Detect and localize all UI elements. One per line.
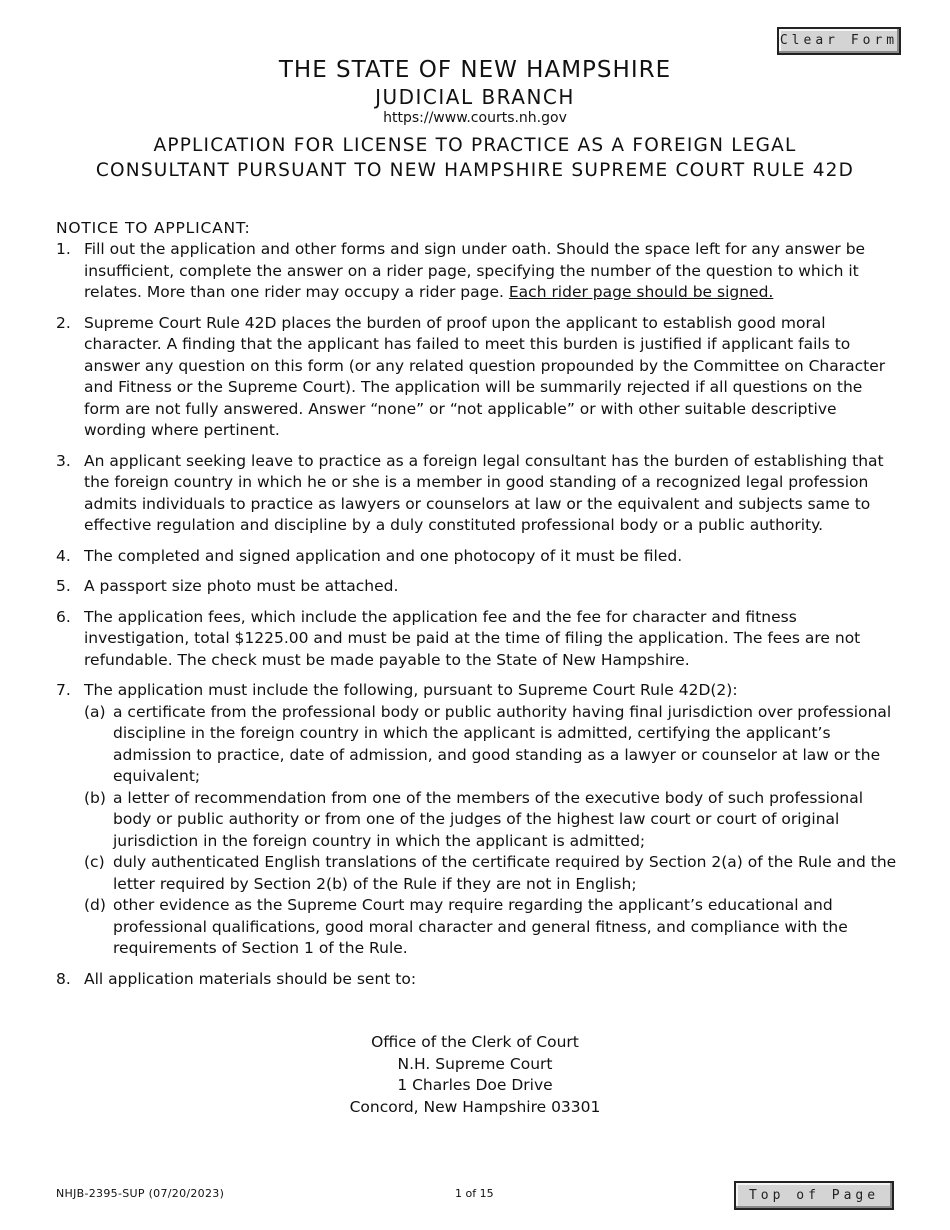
item-text: A passport size photo must be attached. — [84, 577, 399, 595]
court-url: https://www.courts.nh.gov — [383, 110, 567, 126]
subitem-text: duly authenticated English translations of the certificate required by Section 2(a) of the Rule and the letter required by Section 2(b) of the Rule if they are not in English; — [113, 853, 897, 893]
item-number: 6. — [56, 607, 71, 626]
item-text: All application materials should be sent to: — [84, 969, 417, 988]
subitem-label: (c) — [84, 853, 105, 871]
subitem-label: (a) — [84, 702, 106, 721]
address-line-1: Office of the Clerk of Court — [371, 1033, 579, 1051]
branch-title: JUDICIAL BRANCH — [375, 85, 575, 109]
state-title: THE STATE OF NEW HAMPSHIRE — [278, 57, 672, 83]
item-text: An applicant seeking leave to practice as a foreign legal consultant has the burden of establishing that the foreign country in which he or she is a member in good standing of a recognized legal profession admits individuals to practice as lawyers or counselors at law or the equivalent and subjects same to effective regulation and discipline by a duly constituted professional body or a public authority. — [84, 451, 884, 534]
subitem-text: a letter of recommendation from one of the members of the executive body of such professional body or public authority or from one of the judges of the highest law court or court of original jurisdiction in the foreign country in which the applicant is admitted; — [113, 788, 864, 850]
item-number: 7. — [56, 681, 71, 699]
item-text: Fill out the application and other forms and sign under oath. Should the space left for any answer be insufficient, complete the answer on a rider page, specifying the number of the question to which it relates. More than one rider may occupy a rider page. — [84, 240, 866, 301]
subitem-label: (b) — [84, 788, 106, 807]
document-title — [0, 133, 950, 183]
subitem-c — [84, 852, 901, 895]
notice-item-7 — [56, 680, 901, 960]
subitem-label: (d) — [84, 896, 106, 914]
item-number: 2. — [56, 313, 71, 332]
mailing-address — [0, 1032, 950, 1118]
item-text: The completed and signed application and one photocopy of it must be filed. — [84, 546, 683, 565]
item-number: 5. — [56, 577, 71, 595]
item-number: 1. — [56, 240, 71, 258]
notice-item-5 — [56, 576, 901, 598]
notice-heading: NOTICE TO APPLICANT: — [56, 219, 251, 237]
item-number: 4. — [56, 546, 71, 565]
item-underlined-text: Each rider page should be signed. — [508, 283, 774, 301]
top-of-page-button[interactable]: Top of Page — [734, 1181, 894, 1210]
notice-item-1 — [56, 239, 901, 304]
address-line-4: Concord, New Hampshire 03301 — [349, 1097, 601, 1116]
item-text: Supreme Court Rule 42D places the burden of proof upon the applicant to establish good moral character. A finding that the applicant has failed to meet this burden is justified if applicant fails to answer any question on this form (or any related question propounded by the Committee on Character and Fitness or the Supreme Court). The application will be summarily rejected if all questions on the form are not fully answered. Answer “none” or “not applicable” or with other suitable descriptive wording where pertinent. — [84, 313, 886, 439]
subitem-d — [84, 895, 901, 960]
item-text: The application must include the following, pursuant to Supreme Court Rule 42D(2): — [84, 681, 738, 699]
subitem-text: other evidence as the Supreme Court may require regarding the applicant’s educational and professional qualifications, good moral character and general fitness, and compliance with the requirements of Section 1 of the Rule. — [113, 896, 848, 957]
subitem-a — [84, 702, 901, 788]
form-id: NHJB-2395-SUP (07/20/2023) — [56, 1187, 225, 1200]
document-title-line-1: APPLICATION FOR LICENSE TO PRACTICE AS A FOREIGN LEGAL — [153, 135, 797, 156]
subitem-text: a certificate from the professional body or public authority having final jurisdiction over professional discipline in the foreign country in which the applicant is admitted, certifying the applicant’s admission to practice, date of admission, and good standing as a lawyer or counselor at law or the equivalent; — [113, 702, 892, 785]
notice-item-3 — [56, 451, 901, 537]
address-line-2: N.H. Supreme Court — [397, 1054, 553, 1073]
item-text: The application fees, which include the application fee and the fee for character and fitness investigation, total $1225.00 and must be paid at the time of filing the application. The fees are not refundable. The check must be made payable to the State of New Hampshire. — [84, 607, 861, 669]
notice-list — [56, 239, 901, 999]
address-line-3: 1 Charles Doe Drive — [397, 1076, 553, 1094]
notice-item-2 — [56, 313, 901, 442]
page-number: 1 of 15 — [455, 1187, 494, 1200]
document-title-line-2: CONSULTANT PURSUANT TO NEW HAMPSHIRE SUPREME COURT RULE 42D — [95, 160, 855, 181]
notice-item-8 — [56, 969, 901, 991]
notice-item-6 — [56, 607, 901, 672]
notice-item-4 — [56, 546, 901, 568]
item-number: 8. — [56, 969, 71, 988]
item-number: 3. — [56, 451, 71, 470]
clear-form-button[interactable]: Clear Form — [777, 27, 901, 55]
subitem-b — [84, 788, 901, 853]
